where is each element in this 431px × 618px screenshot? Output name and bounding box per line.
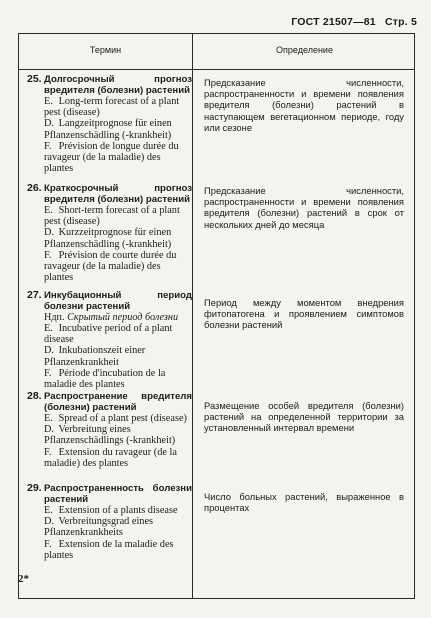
definition-28: Размещение особей вредителя (болезни) растений на определенной территории за установленный интервал времени <box>204 400 404 434</box>
entry-number: 26. <box>27 182 42 194</box>
page-footer-mark: 2* <box>18 573 29 585</box>
translation-en: E. Long-term forecast of a plant pest (disease) <box>44 96 180 119</box>
term-entry-28 <box>27 391 192 469</box>
translation-de: D. Langzeitprognose für einen Pflanzenschädling (-krankheit) <box>44 118 172 141</box>
column-divider <box>192 34 193 598</box>
entry-number: 25. <box>27 73 42 85</box>
translation-de: D. Inkubationszeit einer Pflanzenkrankheit <box>44 345 146 368</box>
standard-number: ГОСТ 21507—81 <box>291 16 376 28</box>
entry-number: 28. <box>27 390 42 402</box>
translation-fr: F. Période d'incubation de la maladie des plantes <box>44 367 166 391</box>
term-name: Инкубационный период болезни растений <box>44 290 192 312</box>
translation-fr: F. Prévision de longue durée du ravageur (de la maladie) des plantes <box>44 140 179 175</box>
entry-number: 29. <box>27 482 42 494</box>
translation-en: E. Incubative period of a plant disease <box>44 323 173 346</box>
term-entry-27 <box>27 290 192 390</box>
page-header <box>285 16 417 28</box>
header-divider <box>19 69 414 70</box>
translation-de: D. Verbreitungsgrad eines Pflanzenkrankheits <box>44 516 154 539</box>
terms-table <box>18 33 415 599</box>
column-header-term: Термин <box>89 45 122 55</box>
translation-en: E. Spread of a plant pest (disease) <box>44 413 187 424</box>
entry-number: 27. <box>27 289 42 301</box>
term-name: Распространенность болезни растений <box>44 483 192 505</box>
translation-de: D. Verbreitung eines Pflanzenschädlings (-krankheit) <box>44 424 176 447</box>
term-name: Распространение вредителя (болезни) растений <box>44 391 192 413</box>
term-entry-26 <box>27 183 192 283</box>
deprecated-term: Ндп. Скрытый период болезни <box>44 312 179 323</box>
translation-en: E. Extension of a plants disease <box>44 505 178 516</box>
term-entry-25 <box>27 74 192 174</box>
translation-en: E. Short-term forecast of a plant pest (disease) <box>44 205 180 228</box>
translation-fr: F. Prévision de courte durée du ravageur (de la maladie) des plantes <box>44 249 177 284</box>
translation-fr: F. Extension de la maladie des plantes <box>44 538 174 561</box>
definition-29: Число больных растений, выраженное в процентах <box>204 491 404 514</box>
translation-de: D. Kurzzeitprognose für einen Pflanzenschädling (-krankheit) <box>44 227 172 250</box>
definition-26: Предсказание численности, распространенности и времени появления вредителя (болезни) растений в срок от нескольких дней до месяца <box>204 185 404 230</box>
definition-25: Предсказание численности, распространенности и времени появления вредителя (болезни) растений в наступающем вегетационном периоде, году или сезоне <box>204 77 404 133</box>
term-name: Краткосрочный прогноз вредителя (болезни) растений <box>44 183 192 205</box>
translation-fr: F. Extension du ravageur (de la maladie) des plantes <box>44 446 177 469</box>
term-name: Долгосрочный прогноз вредителя (болезни) растений <box>44 74 192 96</box>
column-header-definition: Определение <box>276 45 333 55</box>
definition-27: Период между моментом внедрения фитопатогена и проявлением симптомов болезни растений <box>204 297 404 331</box>
term-entry-29 <box>27 483 192 561</box>
page-number: Стр. 5 <box>384 16 417 28</box>
